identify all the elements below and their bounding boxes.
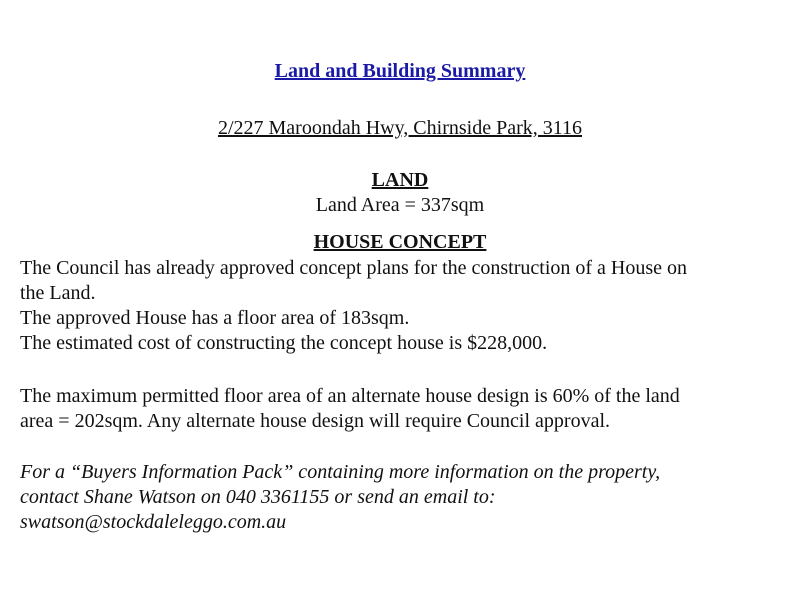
alternate-design-line: area = 202sqm. Any alternate house design will require Council approval. — [20, 410, 611, 432]
alternate-design-line: The maximum permitted floor area of an alternate house design is 60% of the land — [20, 385, 680, 407]
document-title: Land and Building Summary — [274, 60, 526, 82]
contact-paragraph — [20, 460, 790, 535]
land-heading: LAND — [371, 169, 429, 191]
contact-line: For a “Buyers Information Pack” containing more information on the property, — [20, 461, 661, 483]
house-concept-line: The approved House has a floor area of 183sqm. — [20, 307, 410, 329]
house-concept-line: the Land. — [20, 282, 96, 304]
house-concept-heading: HOUSE CONCEPT — [313, 231, 487, 253]
house-concept-paragraph — [20, 256, 790, 356]
house-concept-line: The Council has already approved concept plans for the construction of a House on — [20, 257, 688, 279]
property-address: 2/227 Maroondah Hwy, Chirnside Park, 3116 — [217, 117, 583, 139]
contact-email: swatson@stockdaleleggo.com.au — [20, 511, 287, 533]
land-area-text: Land Area = 337sqm — [315, 194, 485, 216]
contact-line: contact Shane Watson on 040 3361155 or send an email to: — [20, 486, 496, 508]
alternate-design-paragraph — [20, 384, 790, 434]
house-concept-line: The estimated cost of constructing the concept house is $228,000. — [20, 332, 548, 354]
